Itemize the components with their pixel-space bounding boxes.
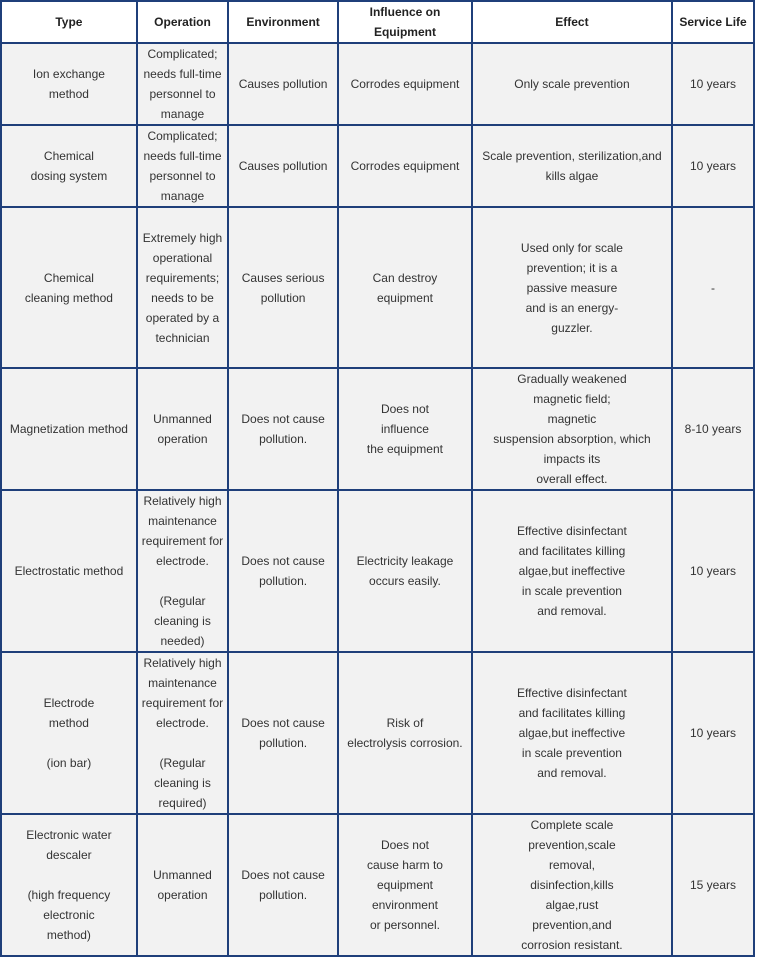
table-row (2, 815, 755, 957)
cell-service-life: 15 years (673, 815, 755, 957)
table-row (2, 653, 755, 815)
cell-environment: Does not cause pollution. (229, 815, 339, 957)
cell-influence: Corrodes equipment (339, 126, 473, 208)
cell-type: Magnetization method (2, 369, 138, 491)
cell-effect: Effective disinfectant and facilitates killing algae,but ineffective in scale prevention and removal. (473, 653, 673, 815)
header-effect: Effect (473, 2, 673, 44)
cell-influence: Can destroy equipment (339, 208, 473, 369)
header-operation: Operation (138, 2, 229, 44)
table-row (2, 208, 755, 369)
table-row (2, 369, 755, 491)
header-influence: Influence on Equipment (339, 2, 473, 44)
cell-service-life: 8-10 years (673, 369, 755, 491)
cell-environment: Causes pollution (229, 126, 339, 208)
cell-effect: Complete scale prevention,scale removal, disinfection,kills algae,rust prevention,and corrosion resistant. (473, 815, 673, 957)
cell-service-life: 10 years (673, 653, 755, 815)
cell-effect: Only scale prevention (473, 44, 673, 126)
cell-operation: Complicated; needs full-time personnel to manage (138, 126, 229, 208)
cell-operation: Extremely high operational requirements; needs to be operated by a technician (138, 208, 229, 369)
cell-type: Electrode method (ion bar) (2, 653, 138, 815)
cell-environment: Does not cause pollution. (229, 653, 339, 815)
header-service-life: Service Life (673, 2, 755, 44)
cell-influence: Does not influence the equipment (339, 369, 473, 491)
table-row (2, 491, 755, 653)
cell-type: Electrostatic method (2, 491, 138, 653)
cell-service-life: 10 years (673, 491, 755, 653)
table-row (2, 44, 755, 126)
cell-influence: Corrodes equipment (339, 44, 473, 126)
cell-operation: Relatively high maintenance requirement for electrode. (Regular cleaning is required) (138, 653, 229, 815)
cell-effect: Used only for scale prevention; it is a passive measure and is an energy- guzzler. (473, 208, 673, 369)
cell-environment: Causes pollution (229, 44, 339, 126)
header-type: Type (2, 2, 138, 44)
cell-type: Ion exchange method (2, 44, 138, 126)
header-environment: Environment (229, 2, 339, 44)
cell-service-life: - (673, 208, 755, 369)
cell-operation: Complicated; needs full-time personnel to manage (138, 44, 229, 126)
cell-operation: Unmanned operation (138, 815, 229, 957)
cell-effect: Gradually weakened magnetic field; magnetic suspension absorption, which impacts its overall effect. (473, 369, 673, 491)
cell-operation: Unmanned operation (138, 369, 229, 491)
cell-type: Chemical cleaning method (2, 208, 138, 369)
cell-environment: Causes serious pollution (229, 208, 339, 369)
cell-effect: Scale prevention, sterilization,and kills algae (473, 126, 673, 208)
cell-influence: Electricity leakage occurs easily. (339, 491, 473, 653)
cell-operation: Relatively high maintenance requirement for electrode. (Regular cleaning is needed) (138, 491, 229, 653)
header-row (2, 2, 755, 44)
cell-service-life: 10 years (673, 44, 755, 126)
table-row (2, 126, 755, 208)
cell-influence: Risk of electrolysis corrosion. (339, 653, 473, 815)
cell-influence: Does not cause harm to equipment environment or personnel. (339, 815, 473, 957)
cell-type: Electronic water descaler (high frequency electronic method) (2, 815, 138, 957)
cell-environment: Does not cause pollution. (229, 491, 339, 653)
cell-effect: Effective disinfectant and facilitates killing algae,but ineffective in scale prevention and removal. (473, 491, 673, 653)
cell-type: Chemical dosing system (2, 126, 138, 208)
cell-service-life: 10 years (673, 126, 755, 208)
cell-environment: Does not cause pollution. (229, 369, 339, 491)
